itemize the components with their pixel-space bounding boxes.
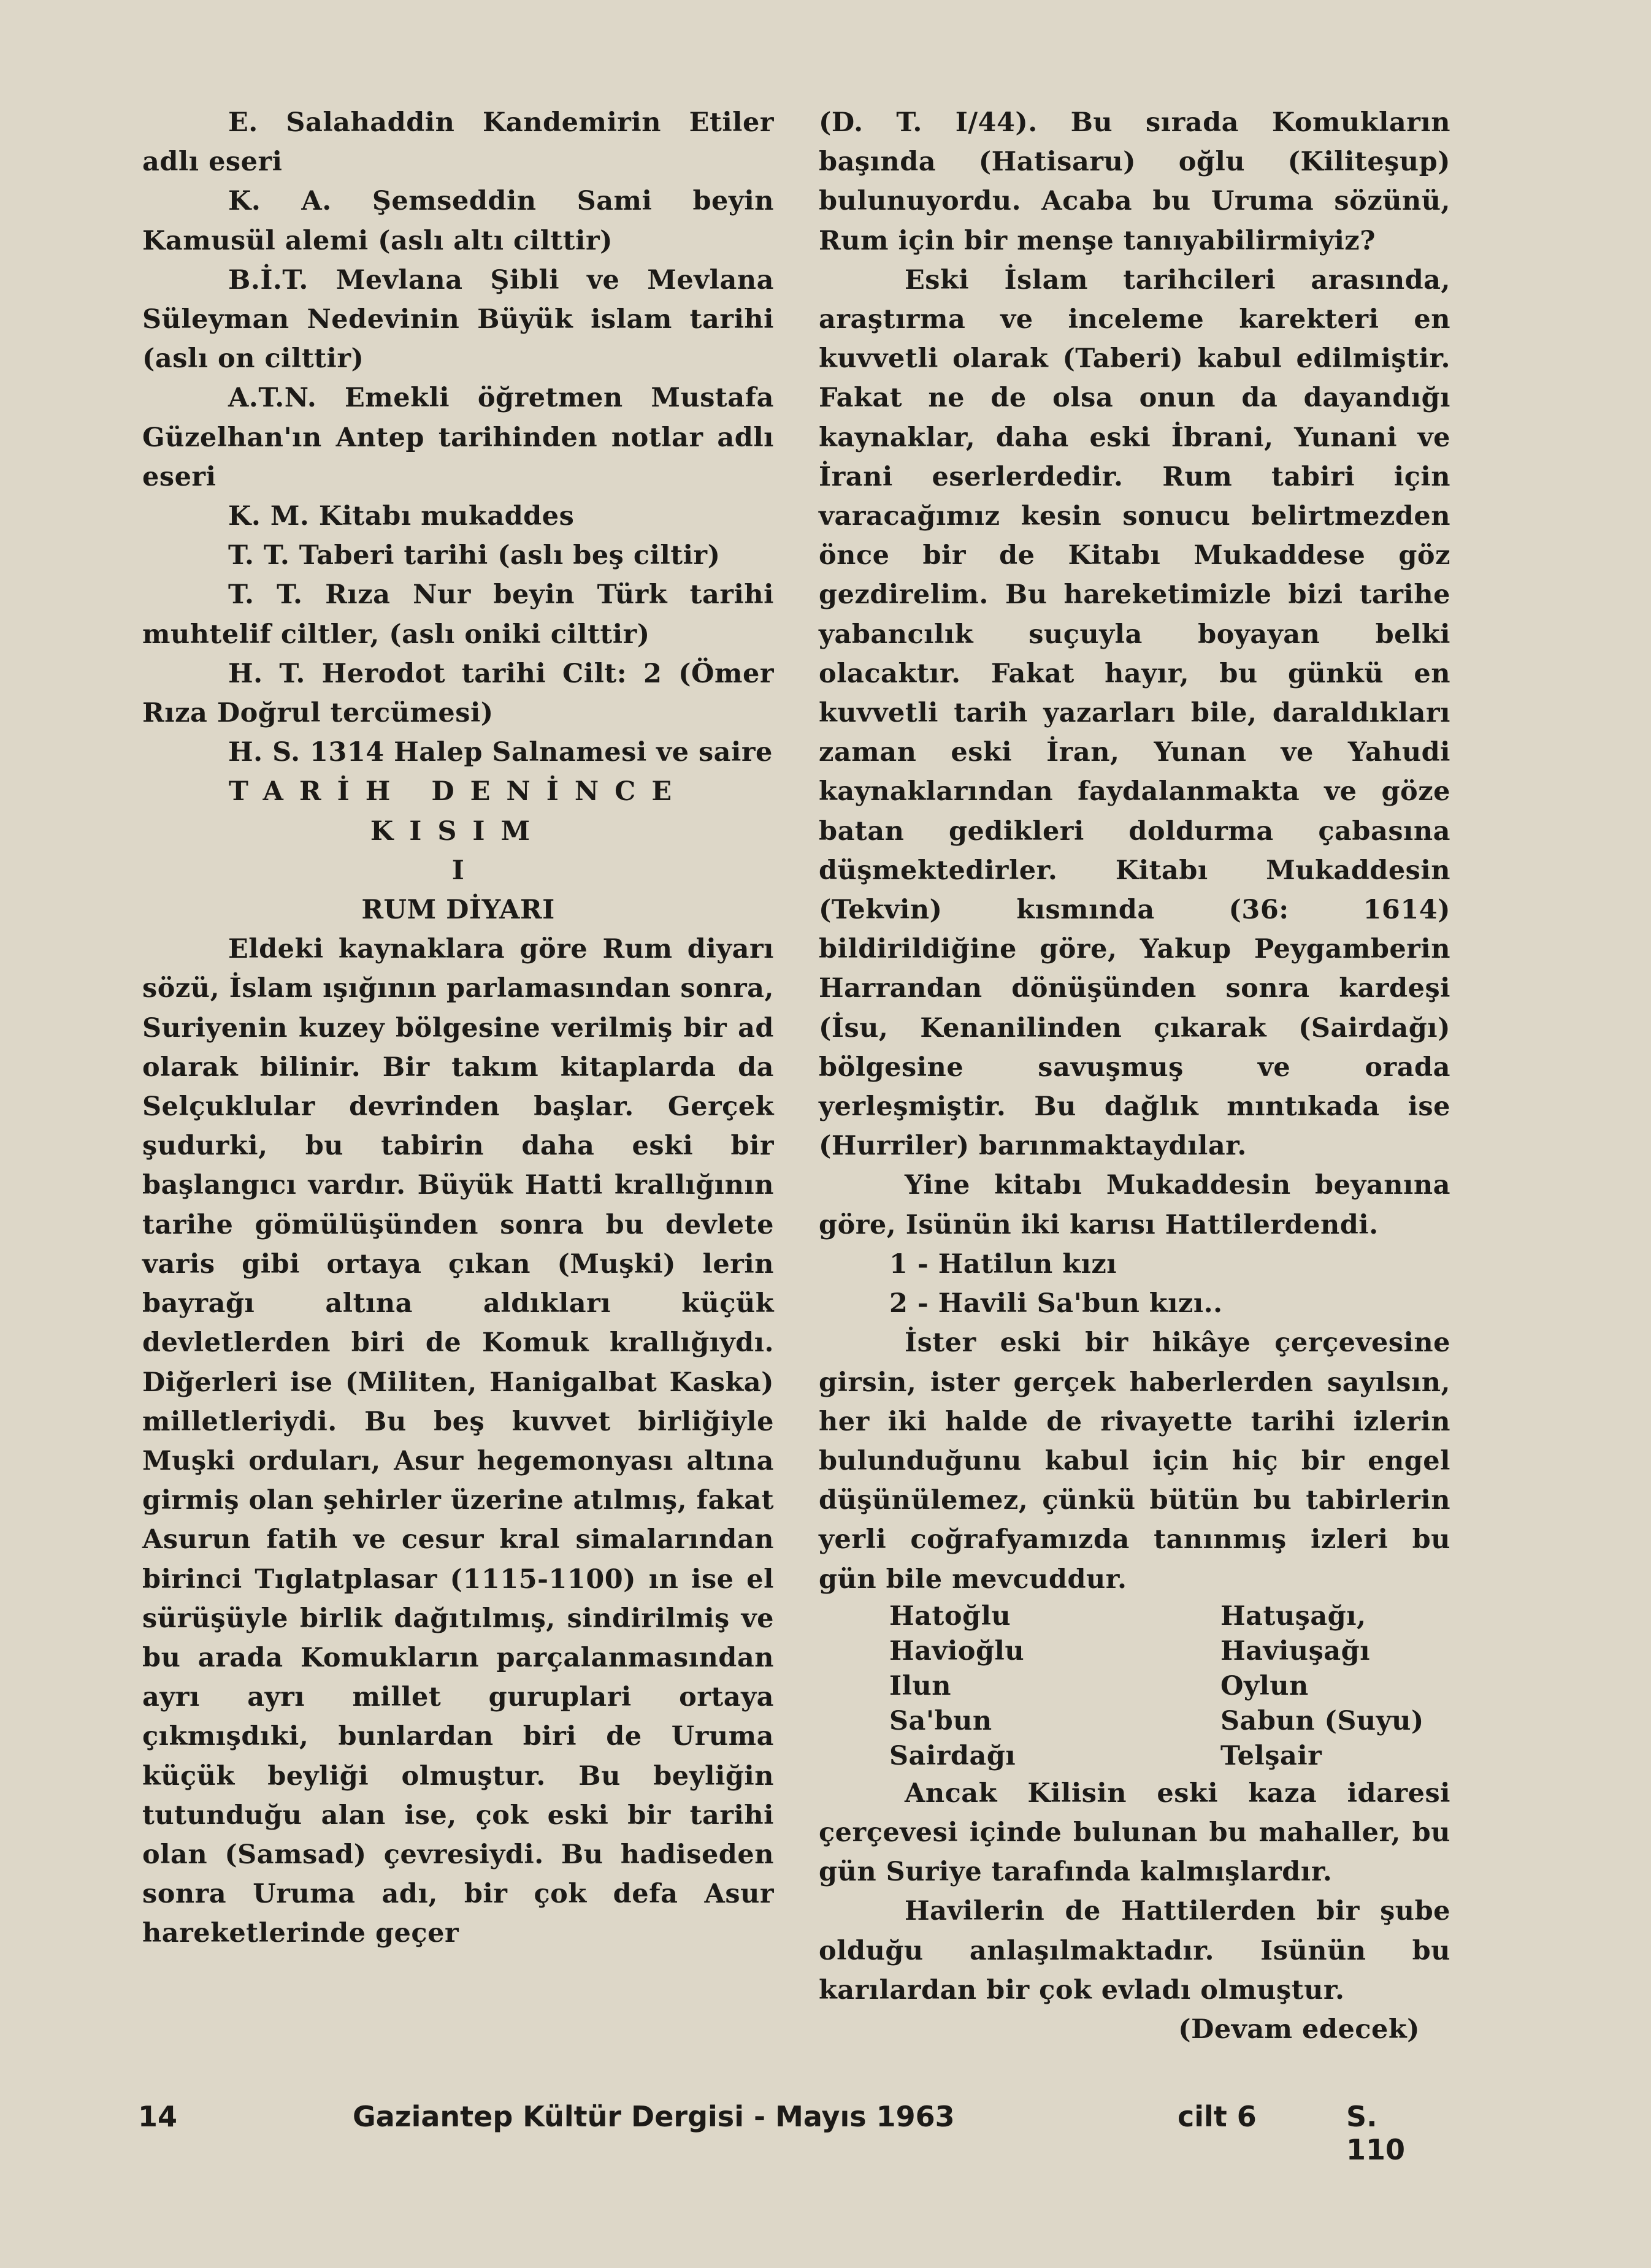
body-paragraph: Havilerin de Hattilerden bir şube olduğu anlaşılmaktadır. Isünün bu karılardan bir çok evladı olmuştur. [819, 1896, 1450, 2006]
place-name: Sabun (Suyu) [1220, 1705, 1424, 1736]
body-paragraph: Yine kitabı Mukaddesin beyanına göre, Isünün iki karısı Hattilerdendi. [819, 1170, 1450, 1240]
reference-hs: H. S. 1314 Halep Salnamesi ve saire [228, 737, 773, 768]
reference-ht: H. T. Herodot tarihi Cilt: 2 (Ömer Rıza Doğrul tercümesi) [142, 658, 774, 729]
section-heading: TARİH DENİNCE [228, 776, 688, 808]
body-paragraph: Ancak Kilisin eski kaza idaresi çerçevesi içinde bulunan bu mahaller, bu gün Suriye tarafında kalmışlardır. [819, 1777, 1450, 1888]
reference-e: E. Salahaddin Kandemirin Etiler adlı eseri [142, 107, 774, 178]
place-name: Haviuşağı [1220, 1635, 1371, 1667]
part-heading: KISIM [370, 815, 546, 847]
place-name: Hatuşağı, [1220, 1600, 1366, 1632]
page-footer [138, 2100, 1438, 2166]
continued-note: (Devam edecek) [1178, 2014, 1420, 2045]
place-name: Oylun [1220, 1670, 1309, 1701]
reference-atn: A.T.N. Emekli öğretmen Mustafa Güzelhan'ın Antep tarihinden notlar adlı eseri [142, 383, 774, 492]
right-column [819, 103, 1450, 2049]
body-paragraph: Eski İslam tarihcileri arasında, araştırma ve inceleme karekteri en kuvvetli olarak (Taberi) kabul edilmiştir. Fakat ne de olsa onun da dayandığı kaynaklar, daha eski İbrani, Yunani ve İrani eserlerdedir. Rum tabiri için varacağımız kesin sonucu belirtmezden önce bir de Kitabı Mukaddese göz gezdirelim. Bu hareketimizle bizi tarihe yabancılık suçuyla boyayan belki olacaktır. Fakat hayır, bu günkü en kuvvetli tarih yazarları bile, daraldıkları zaman eski İran, Yunan ve Yahudi kaynaklarından faydalanmakta ve göze batan gedikleri doldurma çabasına düşmektedirler. Kitabı Mukaddesin (Tekvin) kısmında (36: 1614) bildirildiğine göre, Yakup Peygamberin Harrandan dönüşünden sonra kardeşi (İsu, Kenanilinden çıkarak (Sairdağı) bölgesine savuşmuş ve orada yerleşmiştir. Bu dağlık mıntıkada ise (Hurriler) barınmaktaydılar. [819, 264, 1450, 1162]
part-number: I [451, 855, 465, 886]
place-name: Havioğlu [889, 1635, 1025, 1667]
left-column [142, 103, 774, 1953]
page-number: 14 [138, 2100, 178, 2133]
place-name: Hatoğlu [889, 1600, 1011, 1632]
list-item: 2 - Havili Sa'bun kızı.. [889, 1288, 1223, 1319]
reference-tt-taberi: T. T. Taberi tarihi (aslı beş ciltir) [228, 540, 721, 571]
journal-title: Gaziantep Kültür Dergisi - Mayıs 1963 [353, 2100, 955, 2133]
place-name: Ilun [889, 1670, 951, 1701]
body-paragraph: Eldeki kaynaklara göre Rum diyarı sözü, İslam ışığının parlamasından sonra, Suriyenin kuzey bölgesine verilmiş bir ad olarak bilinir. Bir takım kitaplarda da Selçuklular devrinden başlar. Gerçek şudurki, bu tabirin daha eski bir başlangıcı vardır. Büyük Hatti krallığının tarihe gömülüşünden sonra bu devlete varis gibi ortaya çıkan (Muşki) lerin bayrağı altına aldıkları küçük devletlerden biri de Komuk krallığıydı. Diğerleri ise (Militen, Hanigalbat Kaska) milletleriydi. Bu beş kuvvet birliğiyle Muşki orduları, Asur hegemonyası altına girmiş olan şehirler üzerine atılmış, fakat Asurun fatih ve cesur kral simalarından birinci Tıglatplasar (1115-1100) ın ise el sürüşüyle birlik dağıtılmış, sindirilmiş ve bu arada Komukların parçalanmasından ayrı ayrı millet guruplari ortaya çıkmışdıki, bunlardan biri de Uruma küçük beyliği olmuştur. Bu beyliğin tutunduğu alan ise, çok eski bir tarihi olan (Samsad) çevresiydi. Bu hadiseden sonra Uruma adı, bir çok defa Asur hareketlerinde geçer [142, 934, 774, 1949]
place-names-table [819, 1599, 1450, 1774]
reference-ka: K. A. Şemseddin Sami beyin Kamusül alemi (aslı altı cilttir) [142, 186, 774, 256]
volume-label: cilt 6 [1178, 2100, 1257, 2133]
body-paragraph: İster eski bir hikâye çerçevesine girsin, ister gerçek haberlerden sayılsın, her iki halde de rivayette tarihi izlerin bulunduğunu kabul için hiç bir engel düşünülemez, çünkü bütün bu tabirlerin yerli coğrafyamızda tanınmış izleri bu gün bile mevcuddur. [819, 1327, 1450, 1595]
list-item: 1 - Hatilun kızı [889, 1248, 1117, 1280]
issue-label: S. 110 [1346, 2100, 1406, 2166]
place-name: Telşair [1220, 1740, 1322, 1771]
place-name: Sairdağı [889, 1740, 1016, 1771]
place-name: Sa'bun [889, 1705, 992, 1736]
chapter-title: RUM DİYARI [361, 895, 555, 926]
body-paragraph: (D. T. I/44). Bu sırada Komukların başında (Hatisaru) oğlu (Kiliteşup) bulunuyordu. Acaba bu Uruma sözünü, Rum için bir menşe tanıyabilirmiyiz? [819, 107, 1450, 256]
reference-tt-riza-nur: T. T. Rıza Nur beyin Türk tarihi muhtelif ciltler, (aslı oniki cilttir) [142, 579, 774, 650]
reference-km: K. M. Kitabı mukaddes [228, 501, 575, 532]
reference-bit: B.İ.T. Mevlana Şibli ve Mevlana Süleyman Nedevinin Büyük islam tarihi (aslı on cilttir) [142, 264, 774, 375]
